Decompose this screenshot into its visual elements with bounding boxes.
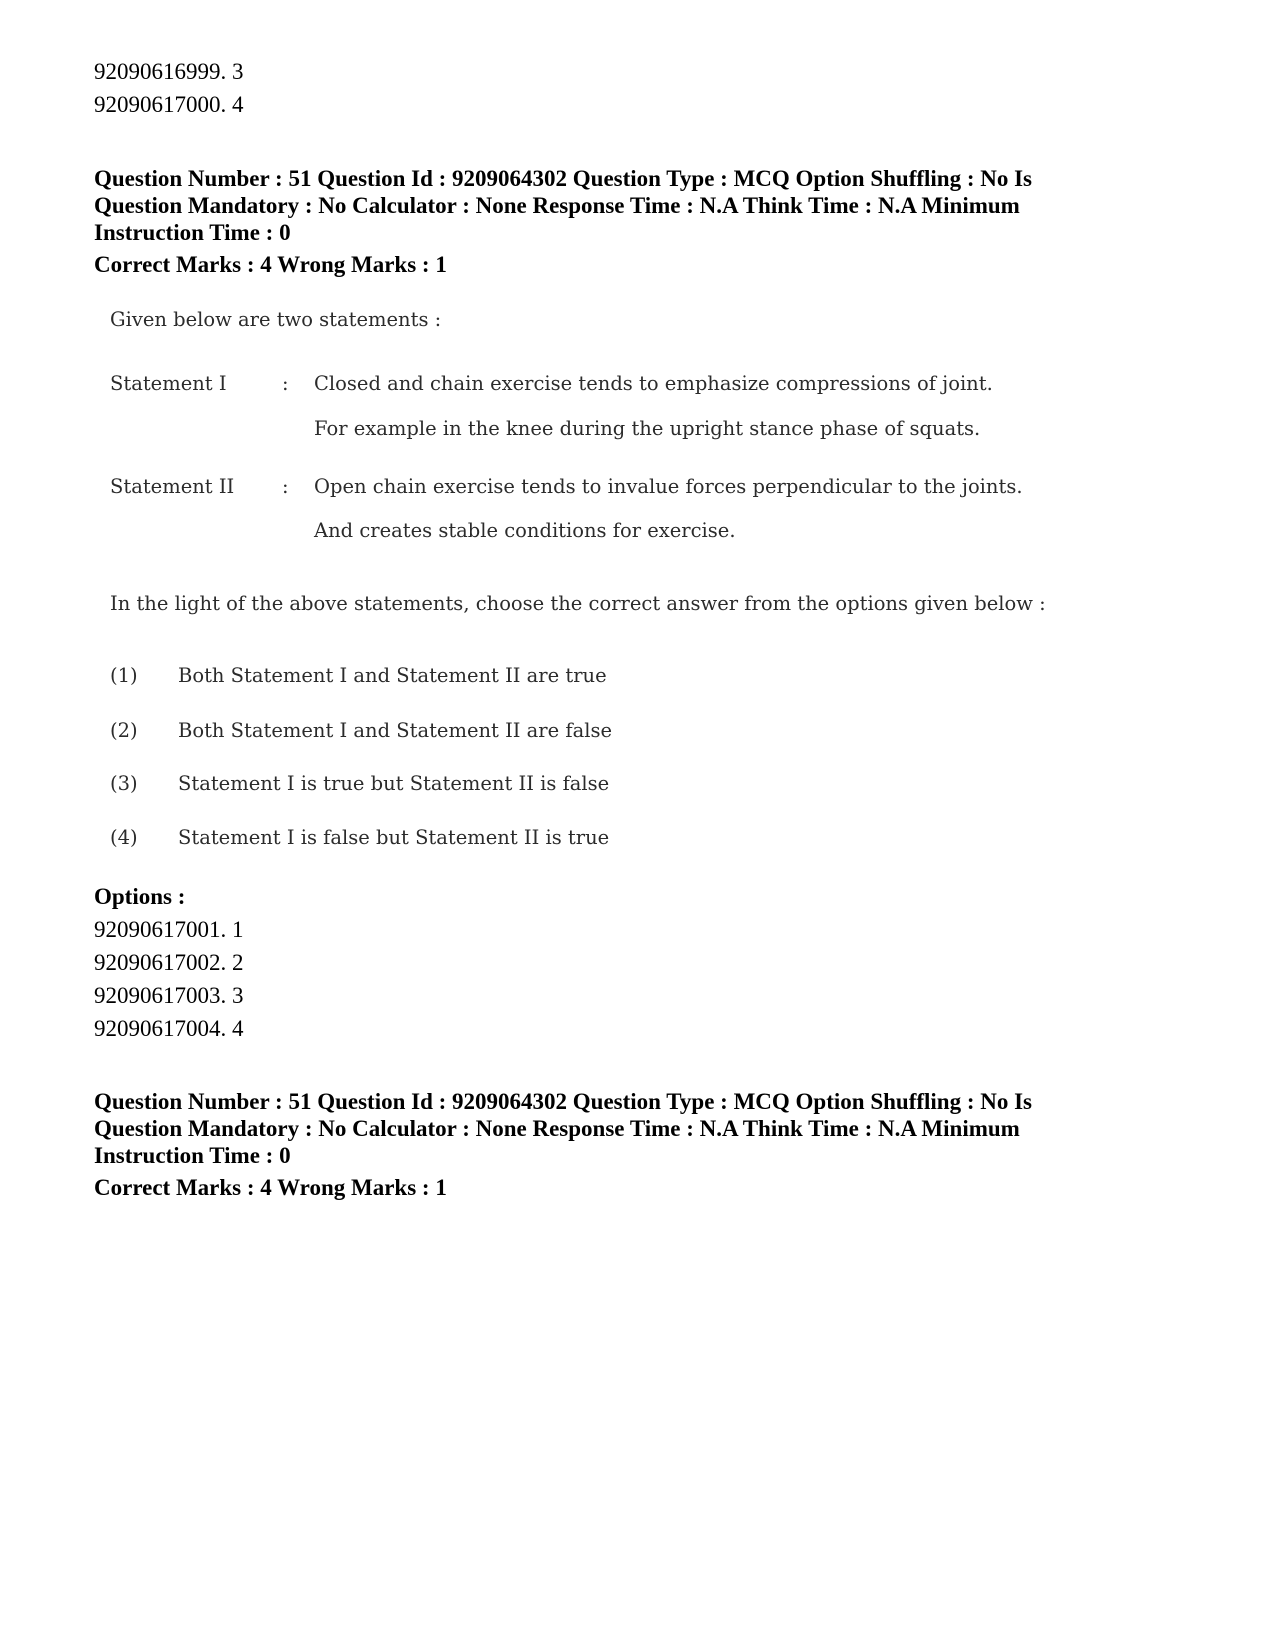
choice-3-number: (3) (110, 772, 138, 795)
choice-4-text: Statement I is false but Statement II is true (178, 826, 610, 849)
question-image (110, 300, 1110, 870)
statement-2-line-1: Open chain exercise tends to invalue forces perpendicular to the joints. (314, 475, 1023, 498)
choice-2-text: Both Statement I and Statement II are false (178, 719, 612, 742)
statement-2-label: Statement II (110, 475, 235, 498)
statement-2-colon: : (282, 475, 289, 498)
choice-2-number: (2) (110, 719, 138, 742)
previous-option-4: 92090617000. 4 (94, 92, 244, 117)
next-question-header: Question Number : 51 Question Id : 9209064302 Question Type : MCQ Option Shuffling : No Is Question Mandatory : No Calculator : None Response Time : N.A Think Time : N.A Minimum Instruction Time : 0 (94, 1089, 1033, 1168)
next-question-marks: Correct Marks : 4 Wrong Marks : 1 (94, 1175, 447, 1200)
statement-1-colon: : (282, 372, 289, 395)
choice-3-text: Statement I is true but Statement II is false (178, 772, 610, 795)
question-intro: Given below are two statements : (110, 308, 442, 331)
option-id-1: 92090617001. 1 (94, 917, 244, 942)
statement-1-line-2: For example in the knee during the upright stance phase of squats. (314, 417, 981, 440)
previous-option-3: 92090616999. 3 (94, 59, 244, 84)
statement-1-line-1: Closed and chain exercise tends to emphasize compressions of joint. (314, 372, 993, 395)
option-id-2: 92090617002. 2 (94, 950, 244, 975)
question-marks: Correct Marks : 4 Wrong Marks : 1 (94, 252, 447, 277)
question-prompt: In the light of the above statements, choose the correct answer from the options given below : (110, 592, 1046, 615)
option-id-4: 92090617004. 4 (94, 1016, 244, 1041)
options-title: Options : (94, 884, 186, 909)
choice-1-number: (1) (110, 664, 138, 687)
question-header: Question Number : 51 Question Id : 9209064302 Question Type : MCQ Option Shuffling : No Is Question Mandatory : No Calculator : None Response Time : N.A Think Time : N.A Minimum Instruction Time : 0 (94, 166, 1033, 245)
choice-4-number: (4) (110, 826, 138, 849)
statement-1-label: Statement I (110, 372, 227, 395)
choice-1-text: Both Statement I and Statement II are true (178, 664, 607, 687)
statement-2-line-2: And creates stable conditions for exercise. (314, 519, 736, 542)
option-id-3: 92090617003. 3 (94, 983, 244, 1008)
